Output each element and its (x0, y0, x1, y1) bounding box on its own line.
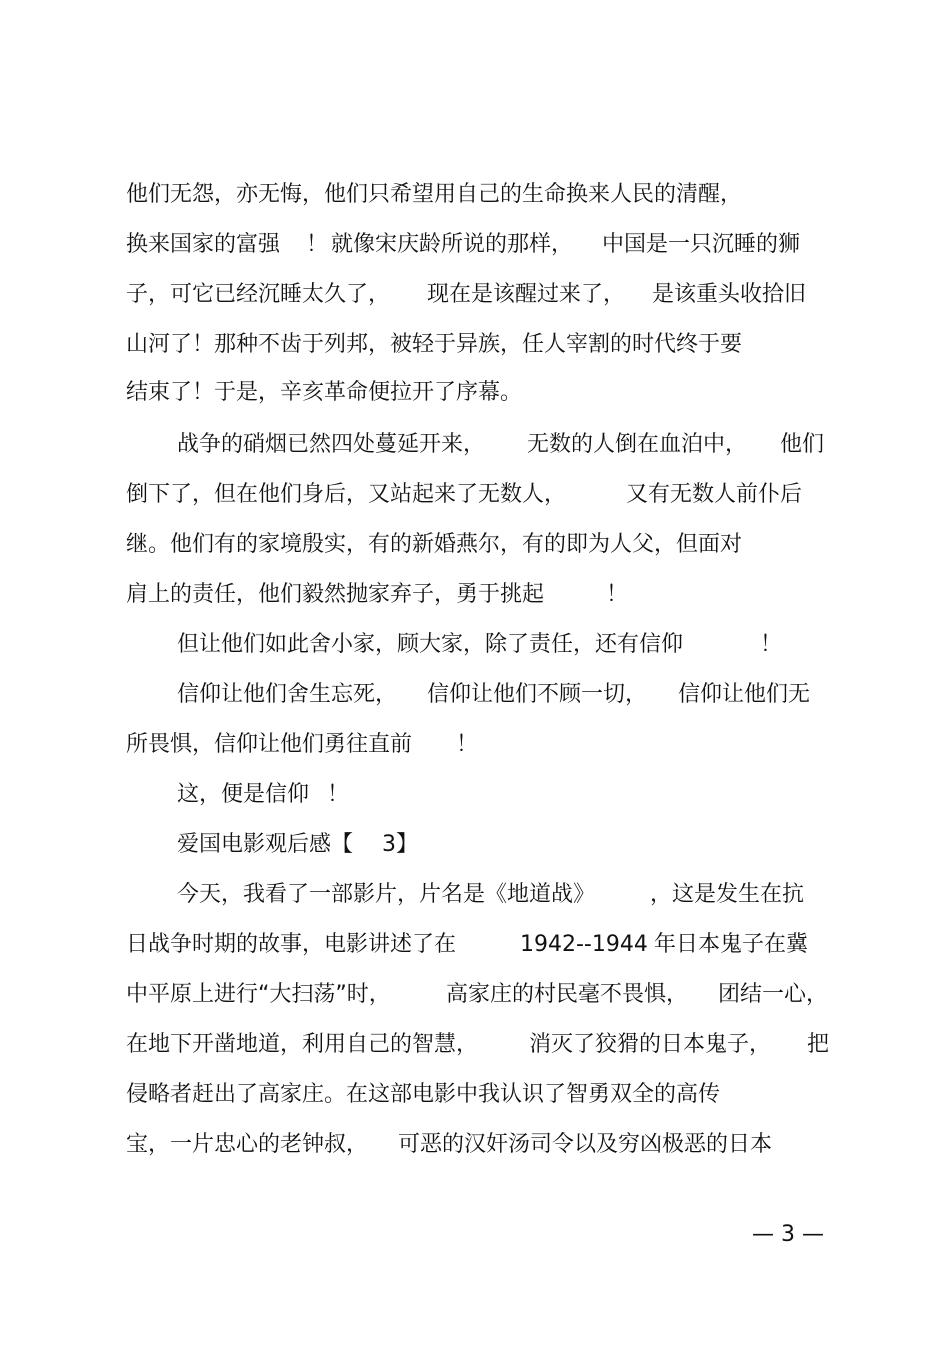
text-segment: 但让他们如此舍小家，顾大家，除了责任，还有信仰 (177, 632, 684, 657)
text-segment: 年日本鬼子在冀 (654, 932, 809, 957)
page-number: — 3 — (752, 1222, 824, 1247)
text-segment: 倒下了，但在他们身后，又站起来了无数人， (126, 482, 567, 507)
text-segment: 侵略者赶出了高家庄。在这部电影中我认识了智勇双全的高传 (126, 1082, 721, 1107)
text-segment: 在地下开凿地道，利用自己的智慧， (126, 1032, 479, 1057)
text-segment: 战争的硝烟已然四处蔓延开来， (177, 432, 486, 457)
text-segment: 换来国家的富强 (126, 232, 281, 257)
text-segment: 宝，一片忠心的老钟叔， (126, 1132, 369, 1157)
text-segment: 日战争时期的故事，电影讲述了在 (126, 932, 457, 957)
text-segment: 又有无数人前仆后 (626, 482, 803, 507)
text-line (0, 530, 950, 560)
text-line (0, 230, 950, 260)
text-segment: ！ (760, 632, 783, 657)
text-segment: 他们无怨，亦无悔，他们只希望用自己的生命换来人民的清醒， (126, 182, 743, 207)
text-line (0, 1030, 950, 1060)
text-segment: 信仰让他们舍生忘死， (177, 682, 398, 707)
text-segment: 可恶的汉奸汤司令以及穷凶极恶的日本 (398, 1132, 773, 1157)
text-segment: ！ (606, 582, 629, 607)
text-line (0, 880, 950, 910)
text-segment: 爱国电影观后感【 (177, 832, 354, 857)
text-line (0, 630, 950, 660)
text-segment: 就像宋庆龄所说的那样， (331, 232, 574, 257)
text-line (0, 330, 950, 360)
text-line (0, 930, 950, 960)
text-segment: 把 (807, 1032, 830, 1057)
text-line (0, 830, 950, 860)
text-line (0, 180, 950, 210)
text-segment: ！ (456, 732, 479, 757)
text-segment: ，这是发生在抗 (650, 882, 805, 907)
text-segment: ！ (327, 782, 350, 807)
text-line (0, 1130, 950, 1160)
text-segment: 现在是该醒过来了， (427, 282, 626, 307)
text-segment: 信仰让他们无 (678, 682, 811, 707)
text-segment: 信仰让他们不顾一切， (427, 682, 648, 707)
text-segment: 子，可它已经沉睡太久了， (126, 282, 391, 307)
text-segment: ！ (306, 232, 329, 257)
text-segment: 消灭了狡猾的日本鬼子， (529, 1032, 772, 1057)
text-segment: 他们 (780, 432, 825, 457)
text-segment: 所畏惧，信仰让他们勇往直前 (126, 732, 413, 757)
text-line (0, 1080, 950, 1110)
text-segment: 中国是一只沉睡的狮 (602, 232, 801, 257)
text-segment: 结束了！于是，辛亥革命便拉开了序幕。 (126, 380, 523, 405)
text-segment: 无数的人倒在血泊中， (527, 432, 748, 457)
text-line (0, 378, 950, 408)
text-line (0, 480, 950, 510)
text-segment: 中平原上进行“大扫荡”时， (126, 982, 391, 1007)
text-line (0, 730, 950, 760)
text-segment: 今天，我看了一部影片，片名是《地道战》 (177, 882, 596, 907)
text-line (0, 430, 950, 460)
text-segment: 是该重头收拾旧 (652, 282, 807, 307)
text-segment: 山河了！那种不齿于列邦，被轻于异族，任人宰割的时代终于要 (126, 332, 743, 357)
text-segment: 团结一心， (718, 982, 829, 1007)
text-segment: 1942--1944 (520, 932, 648, 957)
text-segment: 这，便是信仰 (177, 782, 310, 807)
text-segment: 3】 (382, 832, 418, 857)
text-line (0, 280, 950, 310)
text-line (0, 580, 950, 610)
text-line (0, 680, 950, 710)
text-line (0, 780, 950, 810)
text-segment: 高家庄的村民毫不畏惧， (446, 982, 689, 1007)
text-segment: 肩上的责任，他们毅然抛家弃子，勇于挑起 (126, 582, 545, 607)
text-segment: 继。他们有的家境殷实，有的新婚燕尔，有的即为人父，但面对 (126, 532, 743, 557)
text-line (0, 980, 950, 1010)
